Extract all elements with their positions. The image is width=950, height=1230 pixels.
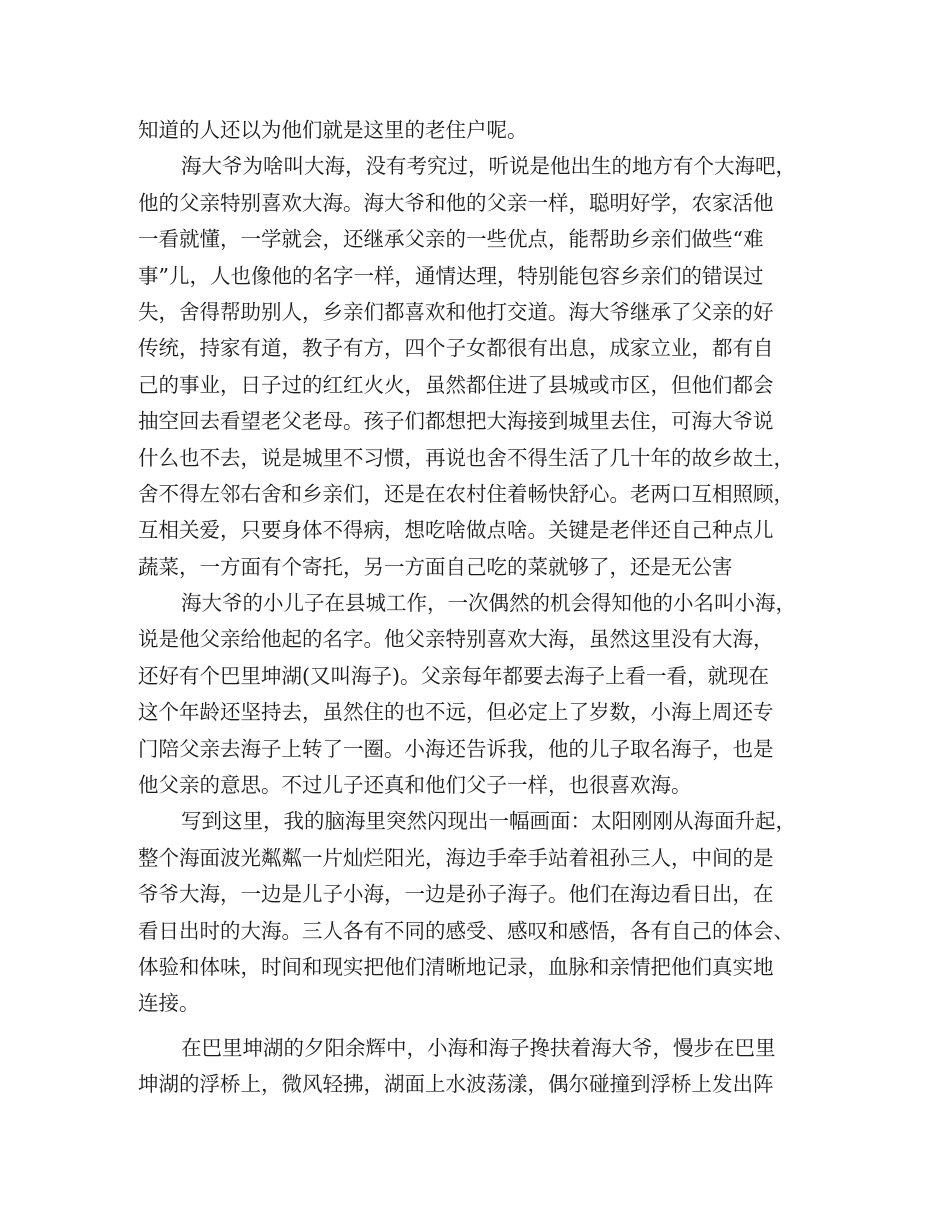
text-line: 还好有个巴里坤湖(又叫海子)。父亲每年都要去海子上看一看，就现在 xyxy=(138,663,769,688)
text-line: 爷爷大海，一边是儿子小海，一边是孙子海子。他们在海边看日出，在 xyxy=(138,882,774,907)
text-line: 失，舍得帮助别人，乡亲们都喜欢和他打交道。海大爷继承了父亲的好 xyxy=(138,299,774,324)
paragraph-first-line: 海大爷的小儿子在县城工作，一次偶然的机会得知他的小名叫小海， xyxy=(181,591,796,616)
text-line: 抽空回去看望老父老母。孩子们都想把大海接到城里去住，可海大爷说 xyxy=(138,409,774,434)
text-line: 事”儿，人也像他的名字一样，通情达理，特别能包容乡亲们的错误过 xyxy=(138,263,764,288)
text-line: 知道的人还以为他们就是这里的老住户呢。 xyxy=(138,118,528,142)
text-line: 这个年龄还坚持去，虽然住的也不远，但必定上了岁数，小海上周还专 xyxy=(138,700,774,725)
paragraph-first-line: 海大爷为啥叫大海，没有考究过，听说是他出生的地方有个大海吧， xyxy=(181,154,796,179)
text-line: 看日出时的大海。三人各有不同的感受、感叹和感悟，各有自己的体会、 xyxy=(138,918,794,943)
text-line: 坤湖的浮桥上，微风轻拂，湖面上水波荡漾，偶尔碰撞到浮桥上发出阵 xyxy=(138,1072,774,1097)
text-line: 连接。 xyxy=(138,991,200,1016)
text-line: 门陪父亲去海子上转了一圈。小海还告诉我，他的儿子取名海子，也是 xyxy=(138,736,774,761)
text-line: 互相关爱，只要身体不得病，想吃啥做点啥。关键是老伴还自己种点儿 xyxy=(138,518,774,543)
text-line: 己的事业，日子过的红红火火，虽然都住进了县城或市区，但他们都会 xyxy=(138,372,774,397)
body-text xyxy=(138,112,828,1103)
text-line: 舍不得左邻右舍和乡亲们，还是在农村住着畅快舒心。老两口互相照顾， xyxy=(138,481,794,506)
text-line: 他父亲的意思。不过儿子还真和他们父子一样，也很喜欢海。 xyxy=(138,773,692,798)
text-line: 他的父亲特别喜欢大海。海大爷和他的父亲一样，聪明好学，农家活他 xyxy=(138,190,774,215)
text-line: 蔬菜，一方面有个寄托，另一方面自己吃的菜就够了，还是无公害 xyxy=(138,554,733,579)
text-line: 体验和体味，时间和现实把他们清晰地记录，血脉和亲情把他们真实地 xyxy=(138,954,774,979)
text-line: 传统，持家有道，教子有方，四个子女都很有出息，成家立业，都有自 xyxy=(138,336,774,361)
paragraph-first-line: 写到这里，我的脑海里突然闪现出一幅画面：太阳刚刚从海面升起， xyxy=(181,809,796,834)
text-line: 一看就懂，一学就会，还继承父亲的一些优点，能帮助乡亲们做些“难 xyxy=(138,227,764,252)
text-line: 整个海面波光粼粼一片灿烂阳光，海边手牵手站着祖孙三人，中间的是 xyxy=(138,845,774,870)
text-line: 说是他父亲给他起的名字。他父亲特别喜欢大海，虽然这里没有大海， xyxy=(138,627,774,652)
paragraph-first-line: 在巴里坤湖的夕阳余辉中，小海和海子搀扶着海大爷，慢步在巴里 xyxy=(181,1035,776,1060)
text-line: 什么也不去，说是城里不习惯，再说也舍不得生活了几十年的故乡故土， xyxy=(138,445,794,470)
